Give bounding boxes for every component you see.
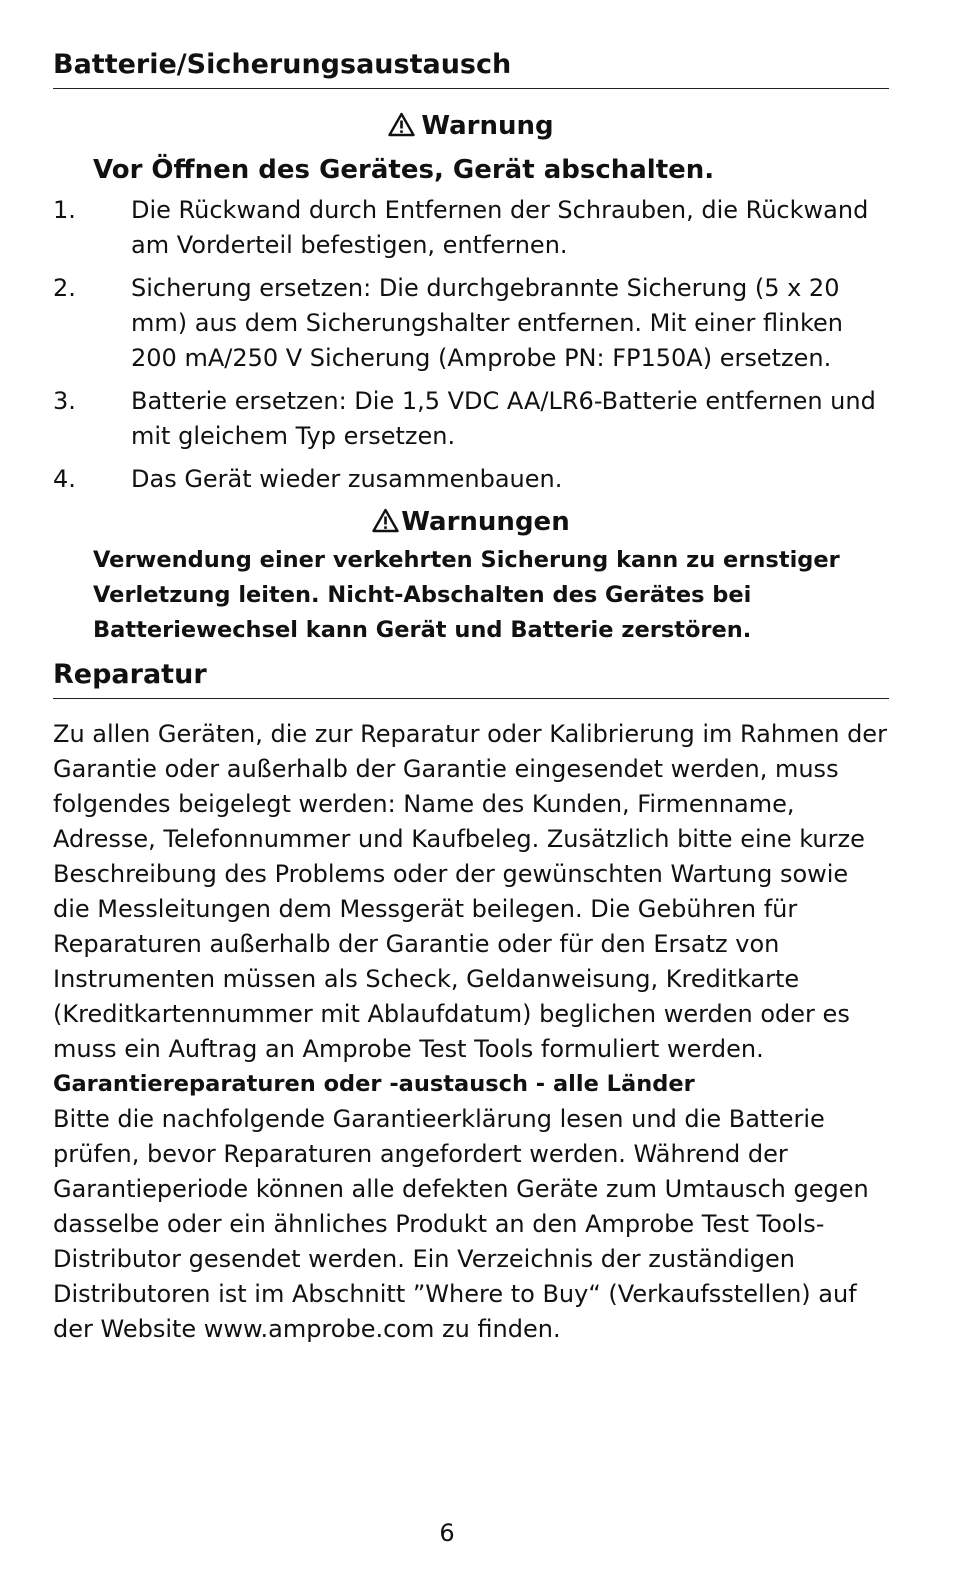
warnings-text: Verwendung einer verkehrten Sicherung kann zu ernstiger Verletzung leiten. Nicht-Abschalten des Gerätes bei Batteriewechsel kann Gerät und Batterie zerstören. xyxy=(93,547,840,643)
list-item xyxy=(53,271,889,376)
warning-subheading: Vor Öffnen des Gerätes, Gerät abschalten. xyxy=(93,155,715,185)
warnings-title-text: Warnungen xyxy=(401,507,570,537)
steps-list xyxy=(53,193,889,497)
list-item xyxy=(53,193,889,263)
step-text: Batterie ersetzen: Die 1,5 VDC AA/LR6-Batterie entfernen und mit gleichem Typ ersetzen. xyxy=(131,387,876,450)
step-text: Das Gerät wieder zusammenbauen. xyxy=(131,465,563,493)
document-page xyxy=(53,0,889,1347)
step-text: Sicherung ersetzen: Die durchgebrannte Sicherung (5 x 20 mm) aus dem Sicherungshalter entfernen. Mit einer flinken 200 mA/250 V Sicherung (Amprobe PN: FP150A) ersetzen. xyxy=(131,274,843,372)
warning-triangle-icon xyxy=(388,112,415,137)
step-text: Die Rückwand durch Entfernen der Schrauben, die Rückwand am Vorderteil befestigen, entfernen. xyxy=(131,196,869,259)
list-item xyxy=(53,462,889,497)
warning-triangle-icon xyxy=(372,508,399,533)
warning-title-text: Warnung xyxy=(421,111,554,141)
page-number: 6 xyxy=(439,1519,455,1547)
warnings-title xyxy=(53,505,889,539)
warranty-subheading: Garantiereparaturen oder -austausch - alle Länder xyxy=(53,1071,695,1097)
warranty-paragraph: Bitte die nachfolgende Garantieerklärung lesen und die Batterie prüfen, bevor Reparaturen angefordert werden. Während der Garantieperiode können alle defekten Geräte zum Umtausch gegen dasselbe oder ein ähnliches Produkt an den Amprobe Test Tools-Distributor gesendet werden. Ein Verzeichnis der zuständigen Distributoren ist im Abschnitt ”Where to Buy“ (Verkaufsstellen) auf der Website www.amprobe.com zu finden. xyxy=(53,1105,869,1343)
step-number: 4. xyxy=(53,465,76,493)
section-heading-repair: Reparatur xyxy=(53,658,889,699)
warning-title xyxy=(53,109,889,143)
repair-paragraph: Zu allen Geräten, die zur Reparatur oder Kalibrierung im Rahmen der Garantie oder außerhalb der Garantie eingesendet werden, muss folgendes beigelegt werden: Name des Kunden, Firmenname, Adresse, Telefonnummer und Kaufbeleg. Zusätzlich bitte eine kurze Beschreibung des Problems oder der gewünschten Wartung sowie die Messleitungen dem Messgerät beilegen. Die Gebühren für Reparaturen außerhalb der Garantie oder für den Ersatz von Instrumenten müssen als Scheck, Geldanweisung, Kreditkarte (Kreditkartennummer mit Ablaufdatum) beglichen werden oder es muss ein Auftrag an Amprobe Test Tools formuliert werden. xyxy=(53,720,887,1063)
list-item xyxy=(53,384,889,454)
section-heading-battery-fuse: Batterie/Sicherungsaustausch xyxy=(53,48,889,89)
step-number: 2. xyxy=(53,274,76,302)
step-number: 1. xyxy=(53,196,76,224)
step-number: 3. xyxy=(53,387,76,415)
